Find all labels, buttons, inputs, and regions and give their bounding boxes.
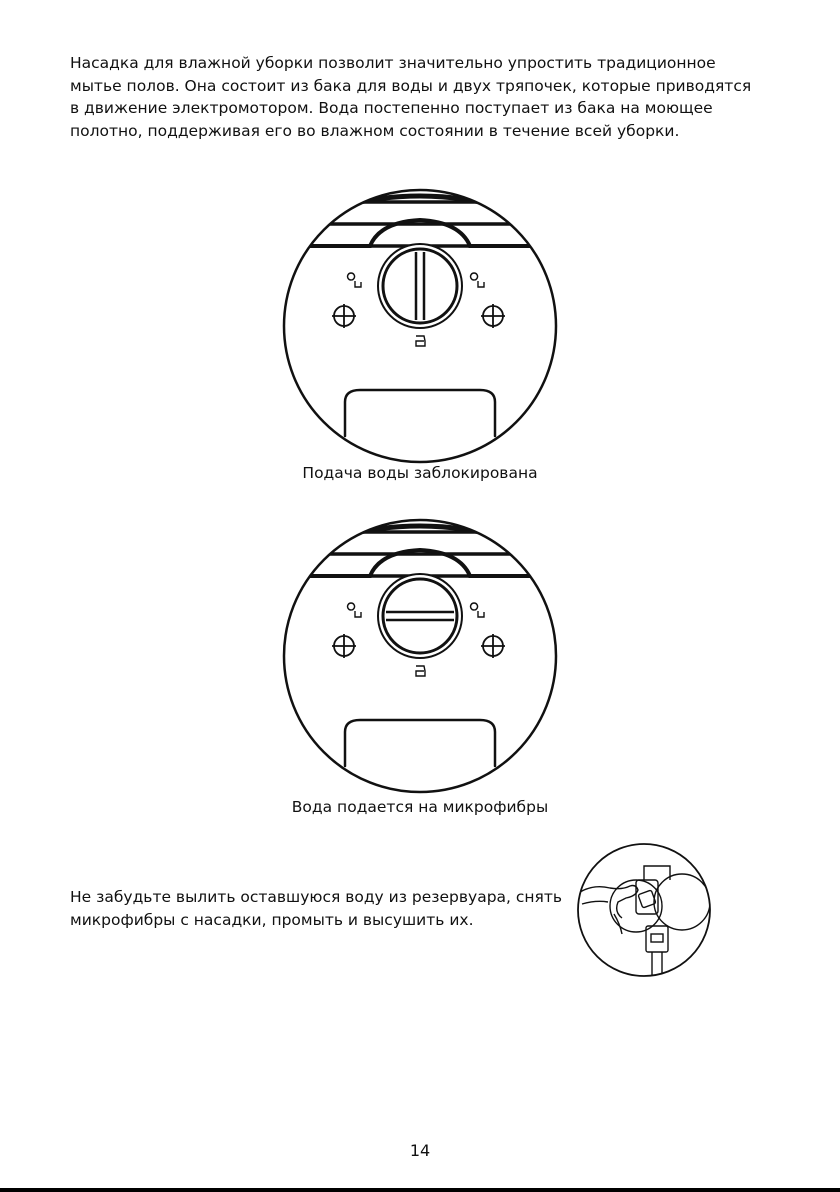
page-number: 14 [409,1141,431,1160]
figure-caption: Вода подается на микрофибры [291,798,549,816]
intro-line: в движение электромотором. Вода постепенно поступает из бака на моющее [70,99,713,117]
valve-knob [378,244,462,328]
reminder-line: Не забудьте вылить оставшуюся воду из резервуара, снять [70,888,563,906]
mop-head-illustration [270,506,570,816]
water-flowing-diagram [270,506,570,816]
handle-recess [345,720,495,766]
bottom-rule [0,1188,840,1192]
figure-caption: Подача воды заблокирована [302,464,538,482]
handle-recess [345,390,495,436]
intro-line: мытье полов. Она состоит из бака для воды и двух тряпочек, которые приводятся [70,76,752,95]
intro-paragraph [70,52,760,142]
mop-head-illustration [270,176,570,486]
intro-line: Насадка для влажной уборки позволит значительно упростить традиционное [70,54,716,72]
reminder-line: микрофибры с насадки, промыть и высушить их. [70,910,474,929]
cleanup-reminder [70,886,563,931]
water-blocked-diagram [270,176,570,486]
hand-removing-microfiber-icon [574,840,714,980]
valve-knob [378,574,462,658]
cleanup-illustration [574,840,714,980]
thumb-circle-outline [578,844,710,976]
intro-line: полотно, поддерживая его во влажном состоянии в течение всей уборки. [70,121,680,140]
